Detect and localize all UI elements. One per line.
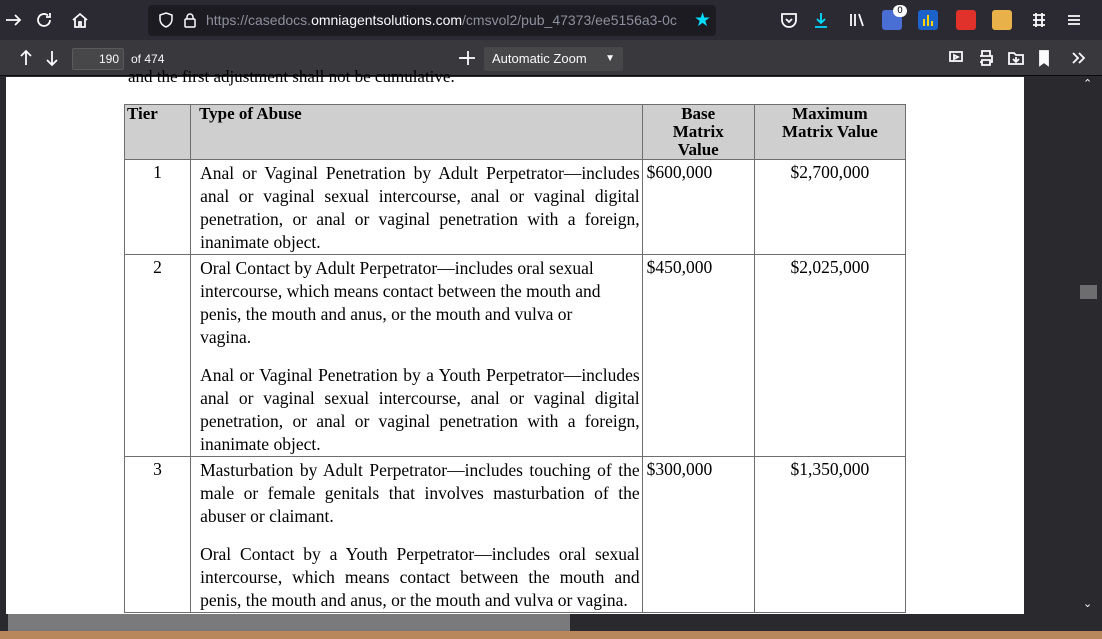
horizontal-scroll-thumb[interactable] xyxy=(8,614,570,631)
tier-cell: 2 xyxy=(125,255,191,457)
page-number-input[interactable]: 190 xyxy=(72,48,124,70)
url-prefix: https://casedocs. xyxy=(206,12,312,28)
zoom-value: Automatic Zoom xyxy=(492,51,587,66)
vertical-scroll-thumb[interactable] xyxy=(1080,285,1097,299)
presentation-mode-icon[interactable] xyxy=(942,44,970,72)
extension-pdf-icon[interactable] xyxy=(956,10,976,30)
table-header-row xyxy=(125,105,906,160)
save-icon[interactable] xyxy=(1002,44,1030,72)
zoom-in-button-icon[interactable] xyxy=(454,44,482,72)
previous-page-button[interactable] xyxy=(12,44,40,72)
base-value-cell: $300,000 xyxy=(642,457,754,613)
url-text[interactable] xyxy=(206,12,676,30)
tier-cell: 1 xyxy=(125,160,191,255)
header-base-line-3: Value xyxy=(677,140,719,159)
tools-chevron-icon[interactable] xyxy=(1064,44,1092,72)
reload-button[interactable] xyxy=(30,6,58,34)
abuse-description: Anal or Vaginal Penetration by a Youth Perpetrator—includes anal or vaginal sexual intercourse, anal or vaginal digital penetration, or anal or vaginal penetration with a foreign, inanimate object. xyxy=(200,365,640,454)
header-base-matrix-value xyxy=(642,105,754,160)
url-host: omniagentsolutions.com xyxy=(311,12,463,28)
lock-icon[interactable] xyxy=(182,12,198,32)
table-row xyxy=(125,160,906,255)
home-button[interactable] xyxy=(66,6,94,34)
tier-cell: 3 xyxy=(125,457,191,613)
header-base-line-2: Matrix xyxy=(672,122,724,141)
forward-arrow-icon[interactable] xyxy=(0,6,28,34)
chevron-down-icon: ▼ xyxy=(605,53,615,64)
type-cell xyxy=(191,457,643,613)
max-value-cell: $2,700,000 xyxy=(754,160,905,255)
extension-badge: 0 xyxy=(893,5,907,17)
menu-icon[interactable] xyxy=(1060,6,1088,34)
bookmark-icon[interactable] xyxy=(1030,44,1058,72)
scroll-down-icon[interactable]: ⌄ xyxy=(1083,597,1093,610)
abuse-description: Anal or Vaginal Penetration by Adult Perpetrator—includes anal or vaginal sexual intercourse, anal or vaginal digital penetration, or anal or vaginal penetration with a foreign, inanimate object. xyxy=(200,163,640,252)
extension-translate-icon[interactable] xyxy=(992,10,1012,30)
downloads-icon[interactable] xyxy=(807,6,835,34)
abuse-matrix-table xyxy=(124,104,906,613)
bookmark-star-icon[interactable]: ★ xyxy=(694,9,712,31)
print-icon[interactable] xyxy=(972,44,1000,72)
abuse-description: Masturbation by Adult Perpetrator—includes touching of the male or female genitals that involves masturbation of the abuser or claimant. xyxy=(200,460,640,526)
abuse-description: Oral Contact by Adult Perpetrator—includes oral sexual intercourse, which means contact between the mouth and penis, the mouth and anus, or the mouth and vulva or vagina. xyxy=(200,258,601,347)
type-cell xyxy=(191,255,643,457)
header-tier: Tier xyxy=(125,105,191,160)
header-base-line-1: Base xyxy=(681,104,716,123)
pdf-page xyxy=(6,67,1024,614)
max-value-cell: $1,350,000 xyxy=(754,457,905,613)
extension-chart-icon[interactable] xyxy=(918,10,938,30)
base-value-cell: $450,000 xyxy=(642,255,754,457)
header-maximum-matrix-value xyxy=(754,105,905,160)
zoom-select[interactable] xyxy=(484,47,623,71)
extension-grid-icon[interactable] xyxy=(1025,6,1053,34)
abuse-description: Oral Contact by a Youth Perpetrator—includes oral sexual intercourse, which means contact between the mouth and penis, the mouth and anus, or the mouth and vulva or vagina. xyxy=(200,544,640,610)
browser-toolbar xyxy=(0,0,1102,40)
library-icon[interactable] xyxy=(843,6,871,34)
type-cell xyxy=(191,160,643,255)
header-max-line-1: Maximum xyxy=(792,104,868,123)
table-row xyxy=(125,255,906,457)
clipped-text-line: and the first adjustment shall not be cumulative. xyxy=(128,67,455,86)
table-row xyxy=(125,457,906,613)
base-value-cell: $600,000 xyxy=(642,160,754,255)
header-type-of-abuse: Type of Abuse xyxy=(191,105,643,160)
scroll-up-icon[interactable]: ⌃ xyxy=(1083,77,1093,90)
url-bar[interactable] xyxy=(148,5,716,36)
window-bottom-edge xyxy=(0,631,1102,639)
max-value-cell: $2,025,000 xyxy=(754,255,905,457)
pdf-viewer[interactable] xyxy=(0,67,1102,639)
tracking-shield-icon[interactable] xyxy=(158,12,174,32)
horizontal-scrollbar[interactable] xyxy=(0,614,1078,631)
url-path: /cmsvol2/pub_47373/ee5156a3-0c xyxy=(462,12,677,28)
header-max-line-2: Matrix Value xyxy=(781,122,878,141)
vertical-scrollbar[interactable] xyxy=(1078,77,1102,614)
page-count: of 474 xyxy=(131,52,165,66)
pocket-icon[interactable] xyxy=(775,6,803,34)
next-page-button[interactable] xyxy=(38,44,66,72)
